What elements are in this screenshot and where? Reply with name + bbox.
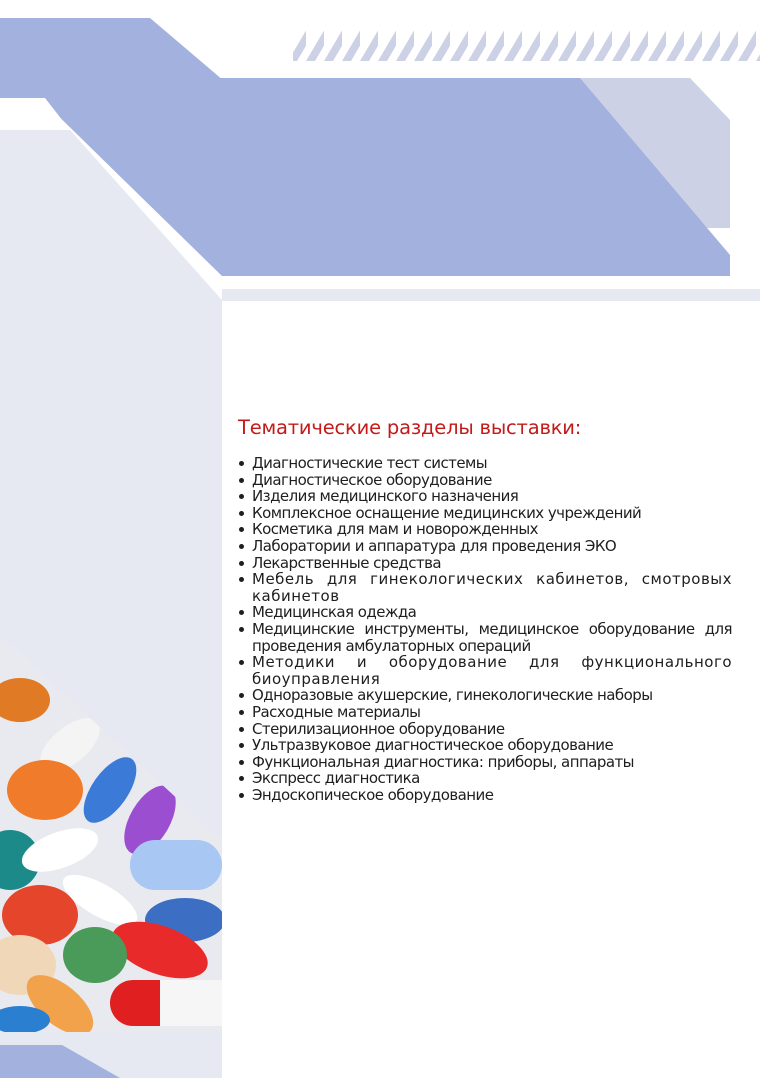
list-item: Медицинская одежда — [238, 604, 732, 621]
list-item: Лекарственные средства — [238, 555, 732, 572]
list-item: Мебель для гинекологических кабинетов, смотровых кабинетов — [238, 571, 732, 604]
list-item: Эндоскопическое оборудование — [238, 787, 732, 804]
topics-list — [238, 455, 732, 803]
list-item: Функциональная диагностика: приборы, аппараты — [238, 754, 732, 771]
list-item: Лаборатории и аппаратура для проведения ЭКО — [238, 538, 732, 555]
light-strip — [222, 289, 760, 301]
top-stripes — [293, 0, 760, 61]
list-item: Расходные материалы — [238, 704, 732, 721]
list-item: Комплексное оснащение медицинских учреждений — [238, 505, 732, 522]
section-heading: Тематические разделы выставки: — [238, 416, 582, 439]
list-item: Ультразвуковое диагностическое оборудование — [238, 737, 732, 754]
main-blue-band-left — [0, 78, 40, 98]
list-item: Диагностические тест системы — [238, 455, 732, 472]
list-item: Стерилизационное оборудование — [238, 721, 732, 738]
list-item: Методики и оборудование для функционального биоуправления — [238, 654, 732, 687]
list-item: Косметика для мам и новорожденных — [238, 521, 732, 538]
list-item: Медицинские инструменты, медицинское оборудование для проведения амбулаторных операций — [238, 621, 732, 654]
list-item: Изделия медицинского назначения — [238, 488, 732, 505]
thematic-sections — [238, 415, 732, 803]
list-item: Диагностическое оборудование — [238, 472, 732, 489]
list-item: Экспресс диагностика — [238, 770, 732, 787]
list-item: Одноразовые акушерские, гинекологические наборы — [238, 687, 732, 704]
